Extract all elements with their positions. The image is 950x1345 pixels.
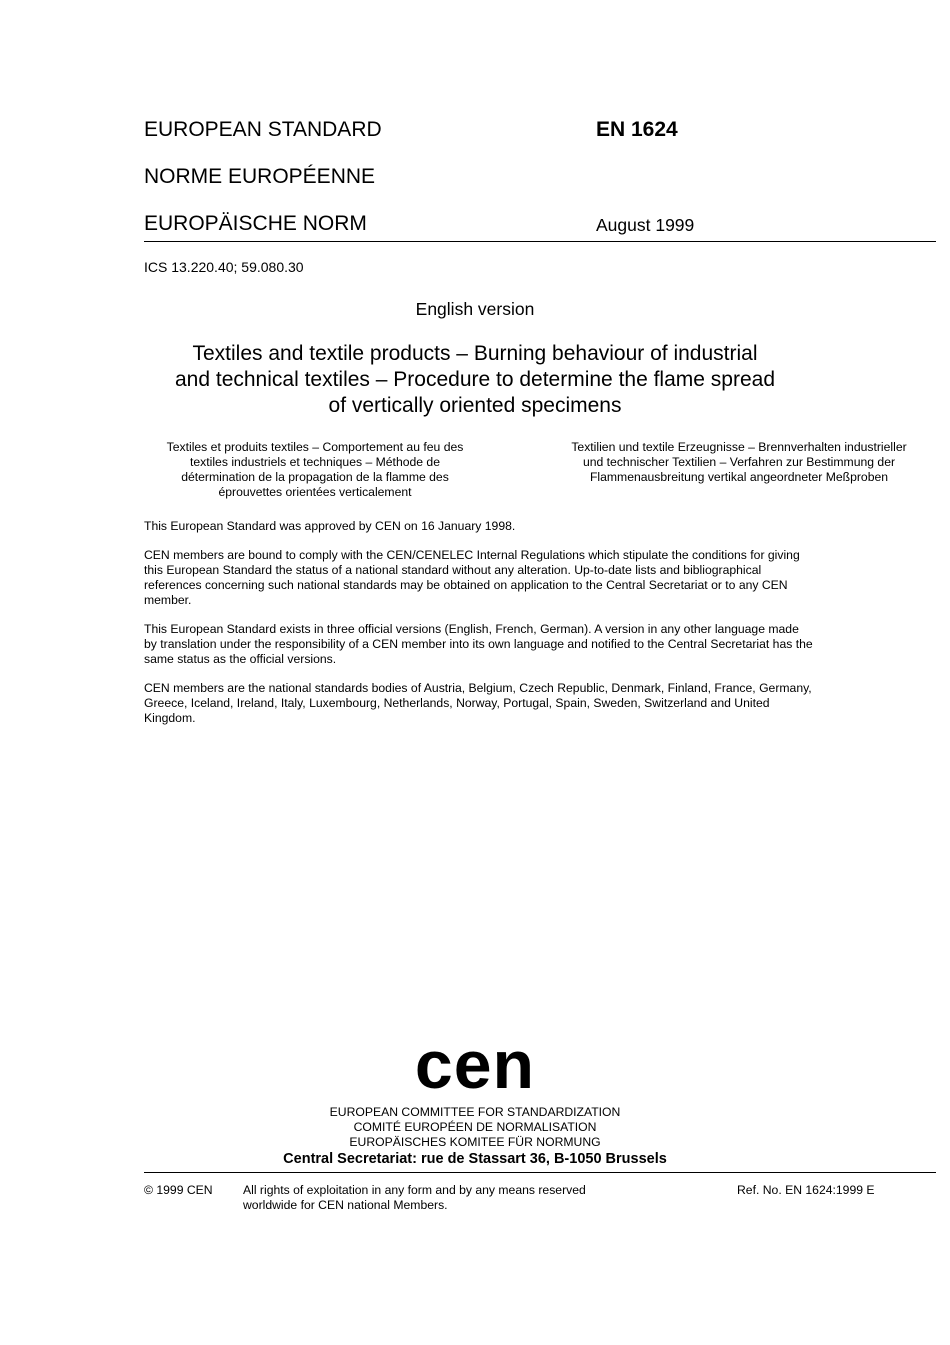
publication-date: August 1999 (596, 215, 695, 235)
standard-label-fr: NORME EUROPÉENNE (144, 165, 376, 188)
title-fr-line: éprouvettes orientées verticalement (218, 485, 412, 499)
title-line: Textiles and textile products – Burning behaviour of industrial (192, 342, 758, 365)
members-paragraph: CEN members are the national standards bodies of Austria, Belgium, Czech Republic, Denmark, Finland, France, Germany, Greece, Iceland, Ireland, Italy, Luxembourg, Netherlands, Norway, Portugal, Spain, Sweden, Switzerland and United Kingdom. (144, 681, 812, 725)
standard-number: EN 1624 (596, 118, 678, 141)
title-line: and technical textiles – Procedure to determine the flame spread (174, 368, 775, 391)
title-french (145, 440, 485, 500)
footer-rule (144, 1172, 936, 1173)
committee-name-de: EUROPÄISCHES KOMITEE FÜR NORMUNG (349, 1135, 601, 1149)
title-de-line: Textilien und textile Erzeugnisse – Brennverhalten industrieller (571, 440, 907, 454)
copyright: © 1999 CEN (144, 1183, 213, 1197)
standard-label-en: EUROPEAN STANDARD (144, 118, 382, 141)
title-line: of vertically oriented specimens (328, 394, 622, 417)
title-fr-line: détermination de la propagation de la flamme des (181, 470, 449, 484)
approval-paragraph: This European Standard was approved by CEN on 16 January 1998. (144, 519, 516, 533)
central-secretariat: Central Secretariat: rue de Stassart 36, B-1050 Brussels (283, 1151, 667, 1167)
cen-logo: cen (414, 1027, 536, 1103)
rights-statement (243, 1183, 586, 1213)
compliance-paragraph: CEN members are bound to comply with the CEN/CENELEC Internal Regulations which stipulate the conditions for giving this European Standard the status of a national standard without any alteration. Up-to-date lists and bibliographical references concerning such national standards may be obtained on application to the Central Secretariat or to any CEN member. (144, 548, 800, 607)
committee-names (0, 1105, 950, 1150)
version-label: English version (415, 299, 535, 319)
ics-code: ICS 13.220.40; 59.080.30 (144, 259, 304, 275)
rights-line: All rights of exploitation in any form and by any means reserved (243, 1183, 586, 1197)
title-fr-line: textiles industriels et techniques – Méthode de (190, 455, 440, 469)
committee-name-fr: COMITÉ EUROPÉEN DE NORMALISATION (353, 1120, 597, 1134)
versions-paragraph: This European Standard exists in three official versions (English, French, German). A version in any other language made by translation under the responsibility of a CEN member into its own language and notified to the Central Secretariat has the same status as the official versions. (144, 622, 813, 666)
standard-label-de: EUROPÄISCHE NORM (144, 212, 367, 235)
reference-number: Ref. No. EN 1624:1999 E (737, 1183, 875, 1197)
rights-line: worldwide for CEN national Members. (243, 1198, 448, 1212)
title-de-line: Flammenausbreitung vertikal angeordneter Meßproben (589, 470, 889, 484)
header-rule (144, 241, 936, 242)
title-fr-line: Textiles et produits textiles – Comportement au feu des (166, 440, 464, 454)
document-title (100, 341, 850, 419)
committee-name-en: EUROPEAN COMMITTEE FOR STANDARDIZATION (329, 1105, 621, 1119)
title-de-line: und technischer Textilien – Verfahren zur Bestimmung der (582, 455, 896, 469)
title-german (548, 440, 930, 485)
